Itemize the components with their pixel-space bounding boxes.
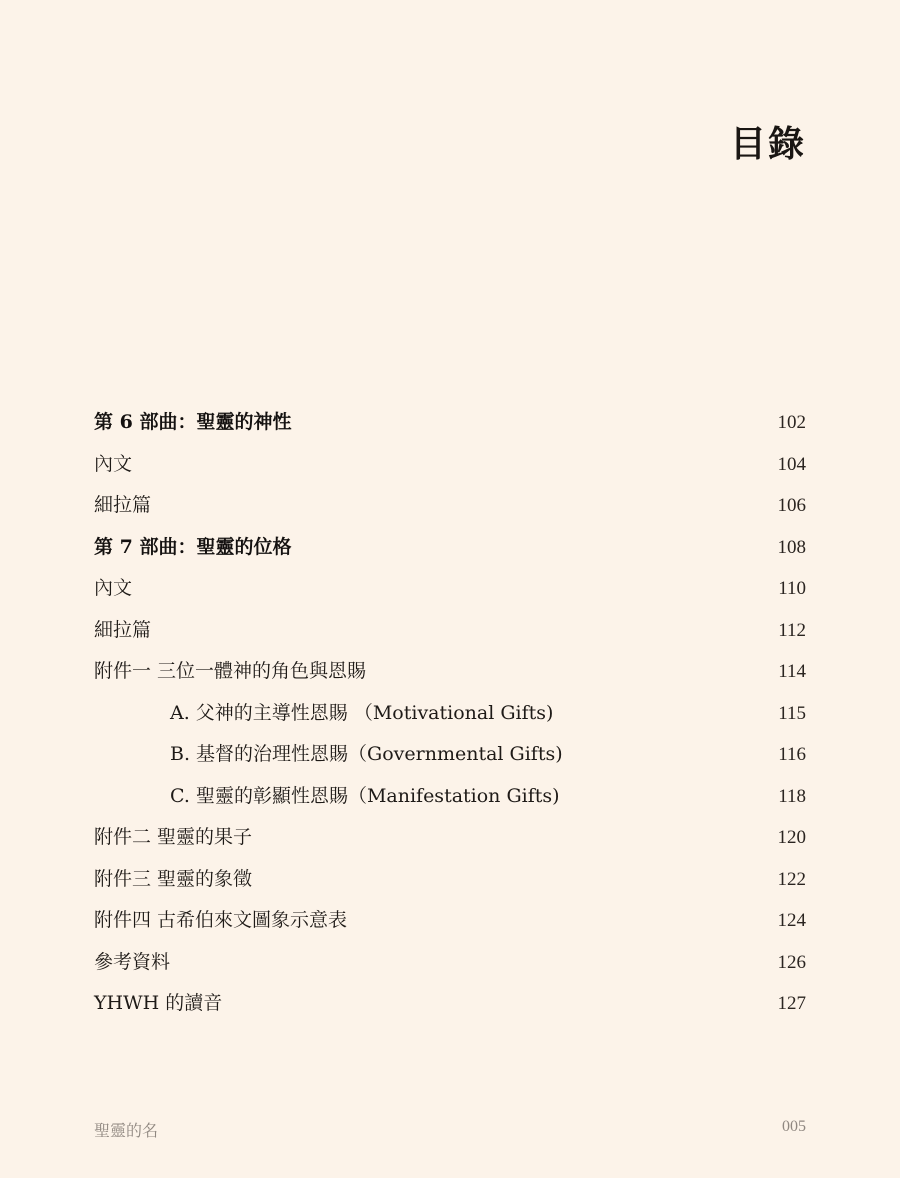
toc-entry-page: 104 [777, 453, 806, 475]
toc-entry-page: 122 [777, 868, 806, 890]
toc-entry-page: 114 [778, 661, 806, 682]
toc-entry[interactable] [94, 651, 806, 693]
toc-entry-label: 附件四 古希伯來文圖象示意表 [94, 909, 348, 931]
toc-entry[interactable] [94, 900, 806, 942]
toc-entry[interactable] [94, 859, 806, 901]
toc-entry-page: 112 [778, 619, 806, 641]
page-title: 目錄 [729, 123, 806, 165]
toc-entry[interactable] [94, 485, 806, 527]
toc-entry[interactable] [94, 444, 806, 486]
toc-entry-page: 120 [777, 827, 806, 848]
toc-entry-label: 附件二 聖靈的果子 [94, 826, 253, 848]
toc-entry-label: 第 6 部曲：聖靈的神性 [94, 411, 292, 433]
toc-entry[interactable] [94, 568, 806, 610]
toc-entry[interactable] [94, 734, 806, 776]
footer-page-number: 005 [782, 1118, 806, 1135]
toc-entry[interactable] [94, 402, 806, 444]
footer-book-title: 聖靈的名 [94, 1121, 159, 1140]
toc-entry-label: 附件一 三位一體神的角色與恩賜 [94, 660, 367, 682]
toc-entry-page: 115 [778, 702, 806, 724]
toc-entry[interactable] [94, 610, 806, 652]
toc-entry-page: 118 [778, 785, 806, 807]
toc-entry[interactable] [94, 693, 806, 735]
toc-entry-label: B. 基督的治理性恩賜（Governmental Gifts) [170, 743, 563, 765]
toc-entry[interactable] [94, 527, 806, 569]
table-of-contents [94, 402, 806, 1025]
toc-entry-page: 124 [777, 910, 806, 931]
toc-entry-label: 附件三 聖靈的象徵 [94, 867, 253, 890]
toc-entry-label: A. 父神的主導性恩賜 （Motivational Gifts) [170, 701, 554, 724]
toc-entry-page: 127 [777, 993, 806, 1014]
toc-entry[interactable] [94, 942, 806, 984]
toc-entry-label: 參考資料 [94, 950, 171, 973]
toc-entry-label: 細拉篇 [94, 494, 152, 516]
toc-entry-label: C. 聖靈的彰顯性恩賜（Manifestation Gifts) [170, 784, 560, 807]
toc-entry-page: 108 [777, 536, 806, 558]
toc-entry-page: 116 [778, 744, 806, 765]
toc-entry-label: YHWH 的讀音 [94, 992, 223, 1014]
toc-entry-label: 內文 [94, 577, 133, 599]
toc-entry[interactable] [94, 983, 806, 1025]
toc-entry-label: 第 7 部曲：聖靈的位格 [94, 535, 292, 558]
toc-entry[interactable] [94, 776, 806, 818]
toc-entry-page: 106 [777, 495, 806, 516]
toc-entry-page: 110 [778, 578, 806, 599]
toc-entry[interactable] [94, 817, 806, 859]
toc-entry-label: 內文 [94, 452, 133, 475]
toc-entry-page: 102 [777, 412, 806, 433]
toc-entry-label: 細拉篇 [94, 618, 152, 641]
toc-entry-page: 126 [777, 951, 806, 973]
